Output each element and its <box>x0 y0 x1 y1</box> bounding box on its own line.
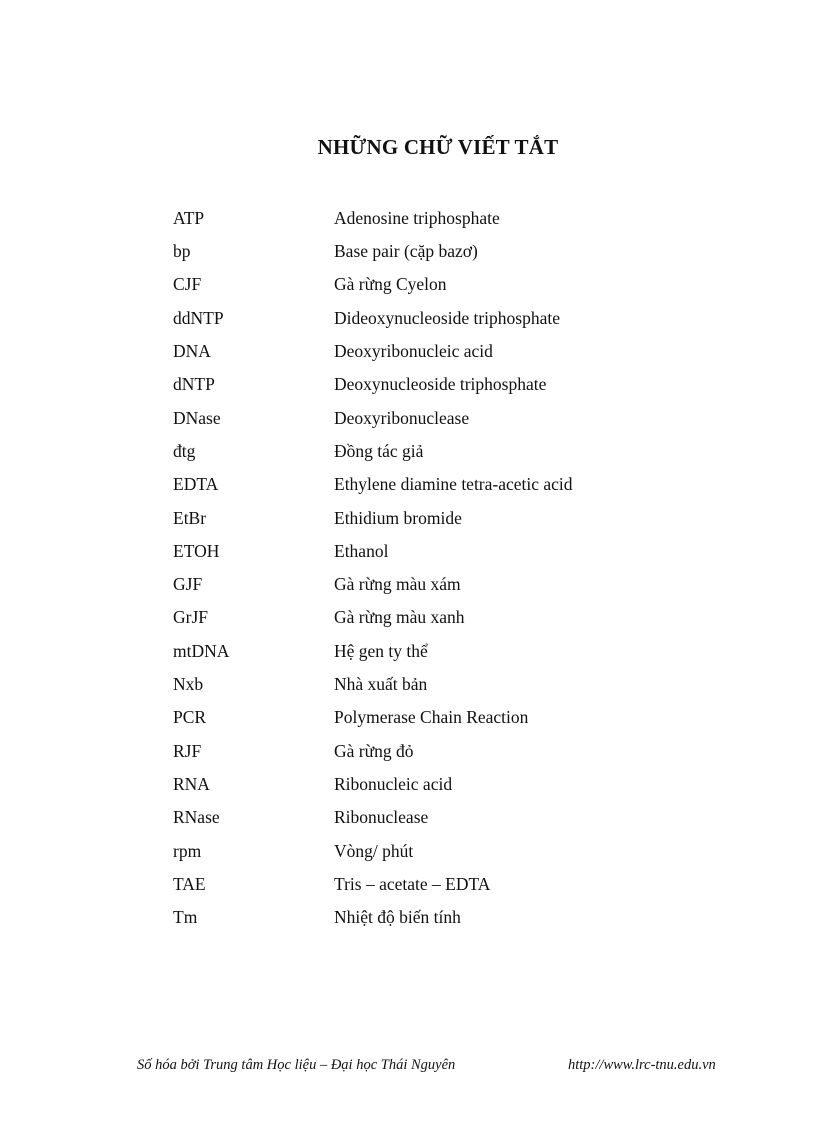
abbreviation-definition: Hệ gen ty thể <box>334 640 428 661</box>
abbreviation-definition: Deoxynucleoside triphosphate <box>334 374 547 395</box>
abbreviation-definition: Vòng/ phút <box>334 840 414 861</box>
abbreviation-row <box>173 368 693 401</box>
abbreviation-definition: Nhà xuất bản <box>334 674 428 695</box>
abbreviation-term: EtBr <box>173 507 207 528</box>
abbreviation-row <box>173 502 693 535</box>
abbreviation-term: DNase <box>173 407 221 428</box>
abbreviation-row <box>173 468 693 501</box>
abbreviation-row <box>173 568 693 601</box>
page-title: NHỮNG CHỮ VIẾT TẮT <box>317 135 559 159</box>
abbreviation-row <box>173 868 693 901</box>
abbreviation-row <box>173 302 693 335</box>
abbreviation-row <box>173 668 693 701</box>
abbreviation-definition: Gà rừng màu xám <box>334 574 461 595</box>
abbreviation-term: PCR <box>173 707 207 728</box>
abbreviation-term: đtg <box>173 440 196 461</box>
abbreviation-definition: Deoxyribonucleic acid <box>334 341 493 362</box>
abbreviation-definition: Ribonucleic acid <box>334 773 453 794</box>
abbreviation-term: bp <box>173 241 191 262</box>
abbreviation-definition: Deoxyribonuclease <box>334 407 470 428</box>
abbreviation-term: GJF <box>173 574 203 595</box>
abbreviation-term: RNA <box>173 773 210 794</box>
abbreviation-definition: Adenosine triphosphate <box>334 207 500 228</box>
abbreviation-term: rpm <box>173 840 202 861</box>
abbreviation-definition: Nhiệt độ biến tính <box>334 907 461 928</box>
abbreviation-definition: Tris – acetate – EDTA <box>334 873 491 894</box>
abbreviation-row <box>173 602 693 635</box>
abbreviation-term: Nxb <box>173 674 204 695</box>
abbreviation-definition: Polymerase Chain Reaction <box>334 707 529 728</box>
abbreviation-definition: Ethylene diamine tetra-acetic acid <box>334 474 573 495</box>
abbreviation-row <box>173 901 693 934</box>
abbreviation-term: RNase <box>173 807 220 828</box>
abbreviation-row <box>173 202 693 235</box>
abbreviation-term: GrJF <box>173 607 209 628</box>
abbreviation-definition: Gà rừng màu xanh <box>334 607 465 628</box>
abbreviation-term: mtDNA <box>173 640 230 661</box>
abbreviation-row <box>173 768 693 801</box>
abbreviation-row <box>173 235 693 268</box>
abbreviation-row <box>173 402 693 435</box>
abbreviation-row <box>173 801 693 834</box>
abbreviation-definition: Ribonuclease <box>334 807 429 828</box>
footer-url: http://www.lrc-tnu.edu.vn <box>568 1057 716 1073</box>
abbreviation-term: ddNTP <box>173 307 224 328</box>
abbreviation-term: dNTP <box>173 374 215 395</box>
abbreviation-term: DNA <box>173 341 211 362</box>
abbreviation-term: RJF <box>173 740 202 761</box>
abbreviation-term: Tm <box>173 907 198 928</box>
abbreviation-term: ATP <box>173 207 205 228</box>
abbreviation-definition: Dideoxynucleoside triphosphate <box>334 307 560 328</box>
abbreviation-row <box>173 635 693 668</box>
abbreviation-definition: Đồng tác giả <box>334 440 424 461</box>
abbreviation-definition: Base pair (cặp bazơ) <box>334 241 478 262</box>
abbreviation-row <box>173 269 693 302</box>
abbreviation-list <box>173 202 693 935</box>
abbreviation-row <box>173 735 693 768</box>
abbreviation-row <box>173 535 693 568</box>
abbreviation-row <box>173 435 693 468</box>
abbreviation-definition: Gà rừng Cyelon <box>334 274 447 295</box>
abbreviation-row <box>173 701 693 734</box>
abbreviation-term: ETOH <box>173 540 220 561</box>
abbreviation-term: CJF <box>173 274 202 295</box>
footer-source: Số hóa bởi Trung tâm Học liệu – Đại học Thái Nguyên <box>137 1057 456 1073</box>
abbreviation-row <box>173 835 693 868</box>
abbreviation-definition: Ethidium bromide <box>334 507 462 528</box>
abbreviation-definition: Gà rừng đỏ <box>334 740 414 761</box>
abbreviation-term: TAE <box>173 873 206 894</box>
abbreviation-term: EDTA <box>173 474 219 495</box>
abbreviation-definition: Ethanol <box>334 540 389 561</box>
abbreviation-row <box>173 335 693 368</box>
